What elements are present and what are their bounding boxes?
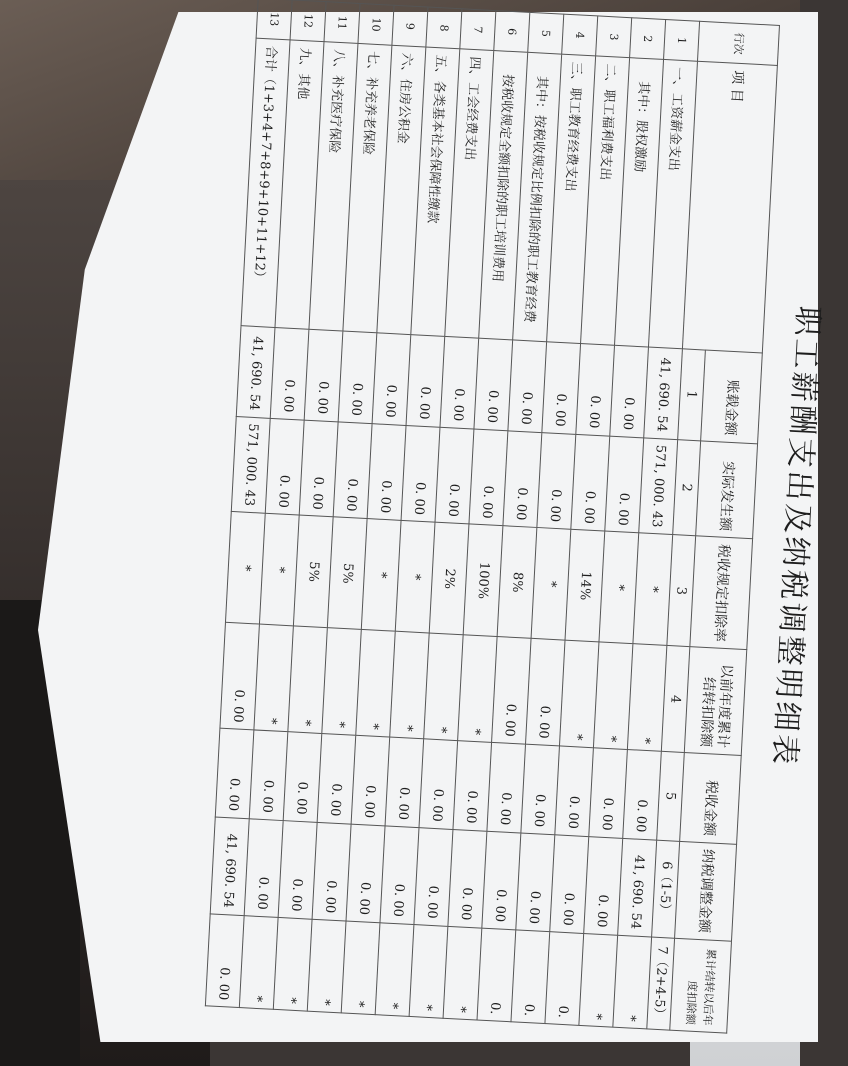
cell-c4: 0. 00 <box>526 639 565 746</box>
row-item: 一、工资薪金支出 <box>648 60 697 349</box>
tax-adjustment-form <box>108 0 826 1034</box>
row-item: 八、补充医疗保险 <box>309 42 358 331</box>
salary-expense-table <box>205 0 780 1034</box>
row-number: 11 <box>324 2 360 44</box>
cell-c1: 0. 00 <box>576 343 615 435</box>
row-number: 1 <box>664 20 700 62</box>
row-number: 9 <box>392 5 428 47</box>
cell-c6: 41, 690. 54 <box>618 838 657 937</box>
cell-c3: 2% <box>429 522 469 635</box>
header-row-no: 行次 <box>697 21 779 65</box>
cell-c2: 0. 00 <box>333 421 372 518</box>
row-item: 合计（1+3+4+7+8+9+10+11+12） <box>241 38 290 327</box>
header-adjustment: 纳税调整金额 <box>675 841 737 941</box>
cell-c1: 0. 00 <box>508 340 547 432</box>
column-number: 6（1-5） <box>652 840 680 938</box>
cell-c7: 0. <box>511 929 550 1023</box>
cell-c2: 0. 00 <box>469 429 508 526</box>
cell-c3: 8% <box>497 526 537 639</box>
cell-c3: * <box>599 531 639 644</box>
row-item: 四、工会经费支出 <box>445 49 494 338</box>
cell-c1: 0. 00 <box>440 336 479 428</box>
row-item: 三、职工教育经费支出 <box>547 54 596 343</box>
cell-c7: * <box>375 922 414 1016</box>
row-number: 2 <box>630 18 666 60</box>
cell-c3: * <box>259 513 299 626</box>
cell-c6: 0. 00 <box>346 824 385 923</box>
cell-c7: * <box>613 935 652 1029</box>
cell-c6: 0. 00 <box>278 820 317 919</box>
row-item: 五、各类基本社会保障性缴款 <box>411 47 460 336</box>
cell-c3: 5% <box>293 515 333 628</box>
cell-c2: 0. 00 <box>503 430 542 527</box>
row-item: 七、补充养老保险 <box>343 44 392 333</box>
header-actual-amount: 实际发生额 <box>696 440 758 539</box>
form-title: 职工薪酬支出及纳税调整明细表 <box>766 304 826 769</box>
column-number: 3 <box>667 535 696 647</box>
cell-c4: * <box>356 630 395 737</box>
row-number: 7 <box>460 9 496 51</box>
header-carryover: 以前年度累计结转扣除额 <box>684 647 746 756</box>
cell-c5: 0. 00 <box>521 744 560 834</box>
cell-c5: 0. 00 <box>215 728 254 818</box>
cell-c2: 0. 00 <box>435 427 474 524</box>
cell-c7: * <box>579 933 618 1027</box>
column-number: 4 <box>661 646 690 753</box>
cell-c1: 41, 690. 54 <box>644 347 683 439</box>
cell-c1: 0. 00 <box>542 342 581 434</box>
cell-c1: 41, 690. 54 <box>236 326 275 418</box>
cell-c4: * <box>424 633 463 740</box>
cell-c6: 0. 00 <box>516 833 555 932</box>
cell-c1: 0. 00 <box>270 327 309 419</box>
row-number: 8 <box>426 7 462 49</box>
cell-c4: * <box>627 644 666 751</box>
cell-c4: 0. 00 <box>220 623 259 730</box>
header-book-amount: 账载金额 <box>701 350 763 443</box>
cell-c2: 0. 00 <box>299 420 338 517</box>
column-number: 1 <box>678 349 706 441</box>
cell-c5: 0. 00 <box>351 735 390 825</box>
cell-c2: 0. 00 <box>571 434 610 531</box>
cell-c3: 100% <box>463 524 503 637</box>
cell-c5: 0. 00 <box>453 741 492 831</box>
cell-c6: 0. 00 <box>380 826 419 925</box>
cell-c4: * <box>458 635 497 742</box>
cell-c3: * <box>531 528 571 641</box>
cell-c2: 0. 00 <box>367 423 406 520</box>
cell-c4: * <box>288 626 327 733</box>
row-number: 12 <box>290 0 326 42</box>
cell-c3: * <box>395 521 435 634</box>
cell-c5: 0. 00 <box>249 730 288 820</box>
cell-c3: * <box>361 519 401 632</box>
cell-c5: 0. 00 <box>623 749 662 839</box>
cell-c4: * <box>593 642 632 749</box>
cell-c4: * <box>390 631 429 738</box>
cell-c4: * <box>559 640 598 747</box>
row-item: 九、其他 <box>275 40 324 329</box>
row-item: 二、职工福利费支出 <box>581 56 630 345</box>
cell-c1: 0. 00 <box>372 333 411 425</box>
cell-c3: 5% <box>327 517 367 630</box>
cell-c1: 0. 00 <box>406 335 445 427</box>
row-number: 3 <box>596 16 632 58</box>
cell-c5: 0. 00 <box>283 732 322 822</box>
cell-c6: 0. 00 <box>482 831 521 930</box>
row-item: 其中：按税收规定比例扣除的职工教育经费 <box>513 53 562 342</box>
cell-c7: * <box>341 921 380 1015</box>
cell-c6: 0. 00 <box>584 836 623 935</box>
cell-c6: 0. 00 <box>244 818 283 917</box>
header-tax-rate: 税收规定扣除率 <box>690 536 753 650</box>
cell-c6: 0. 00 <box>448 829 487 928</box>
cell-c6: 0. 00 <box>414 827 453 926</box>
cell-c5: 0. 00 <box>487 742 526 832</box>
cell-c1: 0. 00 <box>474 338 513 430</box>
cell-c7: * <box>307 919 346 1013</box>
header-accumulated: 累计结转以后年度扣除额 <box>670 938 732 1033</box>
cell-c7: 0. <box>477 928 516 1022</box>
row-number: 13 <box>256 0 292 40</box>
row-item: 六、住房公积金 <box>377 46 426 335</box>
cell-c3: * <box>633 533 673 646</box>
cell-c7: * <box>409 924 448 1018</box>
cell-c5: 0. 00 <box>589 748 628 838</box>
column-number: 2 <box>673 439 701 536</box>
cell-c4: 0. 00 <box>492 637 531 744</box>
column-number: 7（2+4-5） <box>647 937 675 1030</box>
cell-c5: 0. 00 <box>555 746 594 836</box>
header-item: 项 目 <box>682 62 777 353</box>
row-item: 其中：股权激励 <box>615 58 664 347</box>
cell-c2: 0. 00 <box>537 432 576 529</box>
cell-c7: 0. 00 <box>205 913 244 1007</box>
cell-c7: * <box>239 915 278 1009</box>
cell-c2: 0. 00 <box>605 436 644 533</box>
cell-c1: 0. 00 <box>338 331 377 423</box>
row-number: 10 <box>358 3 394 45</box>
cell-c6: 41, 690. 54 <box>210 817 249 916</box>
cell-c3: 14% <box>565 529 605 642</box>
cell-c3: * <box>225 512 265 625</box>
cell-c6: 0. 00 <box>312 822 351 921</box>
row-number: 4 <box>562 14 598 56</box>
cell-c2: 0. 00 <box>401 425 440 522</box>
cell-c1: 0. 00 <box>610 345 649 437</box>
cell-c5: 0. 00 <box>385 737 424 827</box>
cell-c2: 571, 000. 43 <box>639 437 678 534</box>
cell-c5: 0. 00 <box>419 739 458 829</box>
row-item: 按税收规定全额扣除的职工培训费用 <box>479 51 528 340</box>
cell-c5: 0. 00 <box>317 733 356 823</box>
column-number: 5 <box>657 751 685 841</box>
cell-c7: * <box>273 917 312 1011</box>
cell-c6: 0. 00 <box>550 834 589 933</box>
cell-c1: 0. 00 <box>304 329 343 421</box>
header-tax-amount: 税收金额 <box>680 752 742 843</box>
cell-c4: * <box>254 624 293 731</box>
cell-c4: * <box>322 628 361 735</box>
row-number: 6 <box>494 11 530 53</box>
row-number: 5 <box>528 12 564 54</box>
cell-c7: 0. <box>545 931 584 1025</box>
cell-c2: 0. 00 <box>265 418 304 515</box>
cell-c2: 571, 000. 43 <box>231 416 270 513</box>
cell-c7: * <box>443 926 482 1020</box>
